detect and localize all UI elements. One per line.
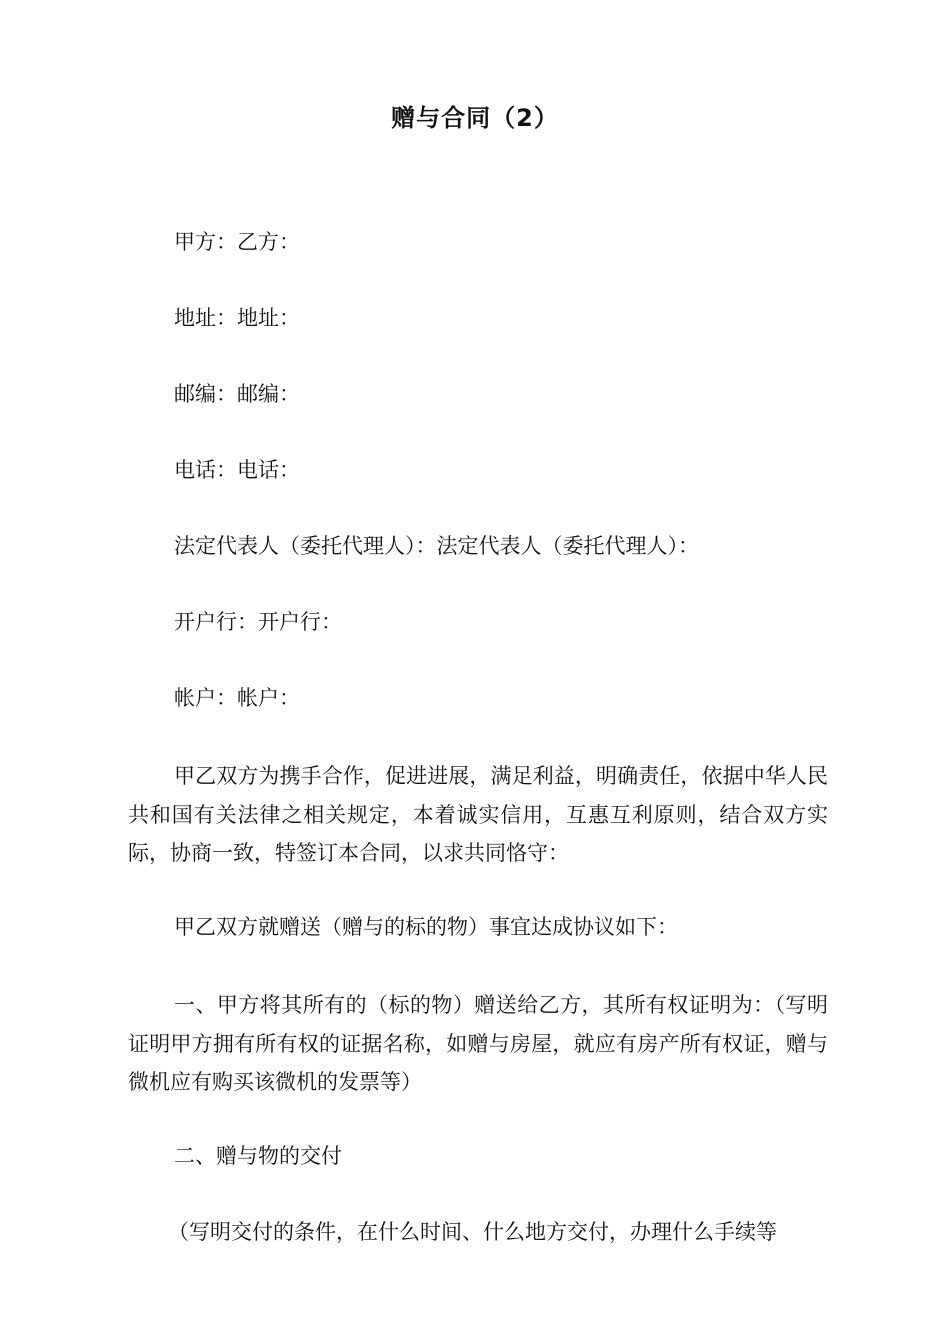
agreement-line: 甲乙双方就赠送（赠与的标的物）事宜达成协议如下： [174, 915, 678, 939]
clause-one: 一、甲方将其所有的（标的物）赠送给乙方，其所有权证明为：（写明证明甲方拥有所有权的证据名称，如赠与房屋，就应有房产所有权证，赠与微机应有购买该微机的发票等） [128, 993, 828, 1094]
clause-two-text: （写明交付的条件，在什么时间、什么地方交付，办理什么手续等 [168, 1220, 777, 1244]
party-line-address: 地址：地址： [174, 306, 300, 330]
party-line-bank: 开户行：开户行： [174, 610, 342, 634]
party-line-legal-representative: 法定代表人（委托代理人）：法定代表人（委托代理人）： [174, 534, 699, 558]
intro-paragraph: 甲乙双方为携手合作，促进进展，满足利益，明确责任，依据中华人民共和国有关法律之相关规定，本着诚实信用，互惠互利原则，结合双方实际，协商一致，特签订本合同，以求共同恪守： [128, 764, 828, 865]
party-line-postcode: 邮编：邮编： [174, 382, 300, 406]
party-line-account: 帐户：帐户： [174, 686, 300, 710]
party-line-parties: 甲方：乙方： [174, 230, 300, 254]
clause-two-heading: 二、赠与物的交付 [174, 1144, 342, 1168]
party-line-phone: 电话：电话： [174, 458, 300, 482]
document-title: 赠与合同（2） [391, 104, 559, 132]
